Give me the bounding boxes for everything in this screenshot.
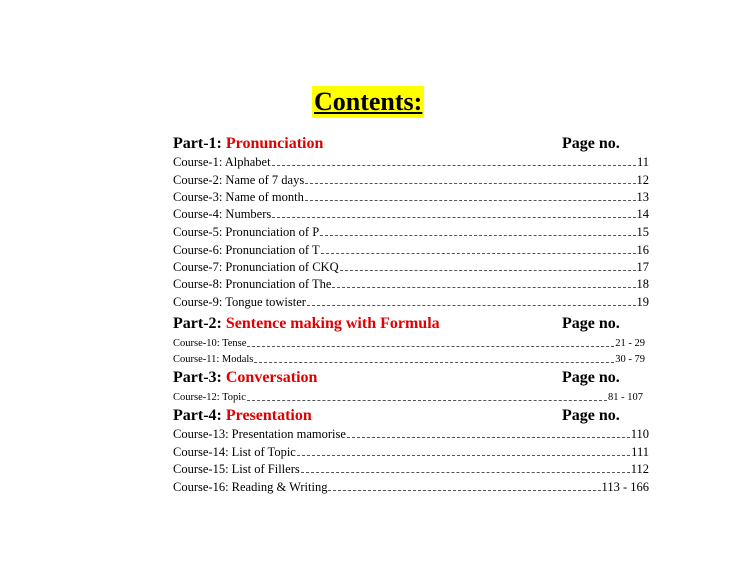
dot-leader: [272, 217, 635, 218]
dot-leader: [254, 362, 614, 363]
course-title: Course-3: Name of month: [173, 190, 304, 204]
toc-entry[interactable]: [173, 155, 649, 170]
part-label: Part-4:: [173, 407, 222, 424]
toc-entry[interactable]: [173, 277, 649, 292]
dot-leader: [347, 437, 630, 438]
course-page: 14: [636, 207, 649, 221]
contents-title: Contents:: [314, 87, 423, 116]
dot-leader: [297, 455, 630, 456]
course-page: 21 - 29: [615, 338, 645, 349]
toc-entry[interactable]: [173, 243, 649, 258]
toc-entry[interactable]: [173, 462, 649, 477]
toc-entry[interactable]: [173, 207, 649, 222]
course-page: 111: [631, 445, 649, 459]
part-3-heading: [173, 368, 653, 388]
part-label: Part-2:: [173, 315, 222, 332]
page-no-header: Page no.: [562, 135, 620, 152]
part-label: Part-1:: [173, 135, 222, 152]
dot-leader: [247, 400, 607, 401]
toc-entry[interactable]: [173, 173, 649, 188]
toc-entry[interactable]: [173, 295, 649, 310]
dot-leader: [332, 287, 635, 288]
dot-leader: [305, 200, 636, 201]
course-title: Course-7: Pronunciation of CKQ: [173, 260, 339, 274]
dot-leader: [321, 253, 636, 254]
course-title: Course-5: Pronunciation of P: [173, 225, 320, 239]
course-title: Course-8: Pronunciation of The: [173, 277, 332, 291]
course-page: 15: [636, 225, 649, 239]
course-page: 81 - 107: [608, 392, 643, 403]
toc-entry[interactable]: [173, 225, 649, 240]
course-page: 13: [636, 190, 649, 204]
dot-leader: [340, 270, 636, 271]
course-title: Course-14: List of Topic: [173, 445, 296, 459]
course-page: 112: [630, 462, 649, 476]
course-page: 19: [636, 295, 649, 309]
dot-leader: [305, 183, 635, 184]
course-title: Course-16: Reading & Writing: [173, 480, 328, 494]
part-name: Sentence making with Formula: [225, 315, 440, 332]
course-page: 16: [636, 243, 649, 257]
course-page: 17: [636, 260, 649, 274]
toc-entry[interactable]: [173, 336, 645, 351]
page-no-header: Page no.: [562, 369, 620, 386]
dot-leader: [328, 490, 600, 491]
course-page: 11: [636, 155, 649, 169]
course-title: Course-10: Tense: [173, 338, 247, 349]
toc-entry[interactable]: [173, 390, 643, 405]
part-name: Pronunciation: [225, 135, 324, 152]
toc-entry[interactable]: [173, 190, 649, 205]
part-label: Part-3:: [173, 369, 222, 386]
part-4-heading: [173, 406, 653, 426]
course-title: Course-11: Modals: [173, 354, 254, 365]
dot-leader: [247, 346, 614, 347]
dot-leader: [301, 472, 630, 473]
toc-entry[interactable]: [173, 260, 649, 275]
part-2-heading: [173, 314, 653, 334]
course-page: 30 - 79: [615, 354, 645, 365]
course-title: Course-1: Alphabet: [173, 155, 271, 169]
dot-leader: [272, 165, 636, 166]
dot-leader: [320, 235, 635, 236]
toc-entry[interactable]: [173, 445, 649, 460]
toc-entry[interactable]: [173, 480, 649, 495]
course-page: 113 - 166: [601, 480, 649, 494]
course-title: Course-12: Topic: [173, 392, 246, 403]
course-page: 18: [636, 277, 649, 291]
course-page: 110: [630, 427, 649, 441]
page-no-header: Page no.: [562, 407, 620, 424]
toc-entry[interactable]: [173, 352, 645, 367]
course-title: Course-9: Tongue towister: [173, 295, 306, 309]
course-title: Course-13: Presentation mamorise: [173, 427, 346, 441]
course-title: Course-15: List of Fillers: [173, 462, 300, 476]
course-title: Course-6: Pronunciation of T: [173, 243, 320, 257]
dot-leader: [307, 305, 636, 306]
toc-entry[interactable]: [173, 427, 649, 442]
course-title: Course-4: Numbers: [173, 207, 272, 221]
part-1-heading: [173, 134, 653, 154]
page-no-header: Page no.: [562, 315, 620, 332]
course-page: 12: [636, 173, 649, 187]
course-title: Course-2: Name of 7 days: [173, 173, 305, 187]
part-name: Presentation: [225, 407, 312, 424]
part-name: Conversation: [225, 369, 318, 386]
